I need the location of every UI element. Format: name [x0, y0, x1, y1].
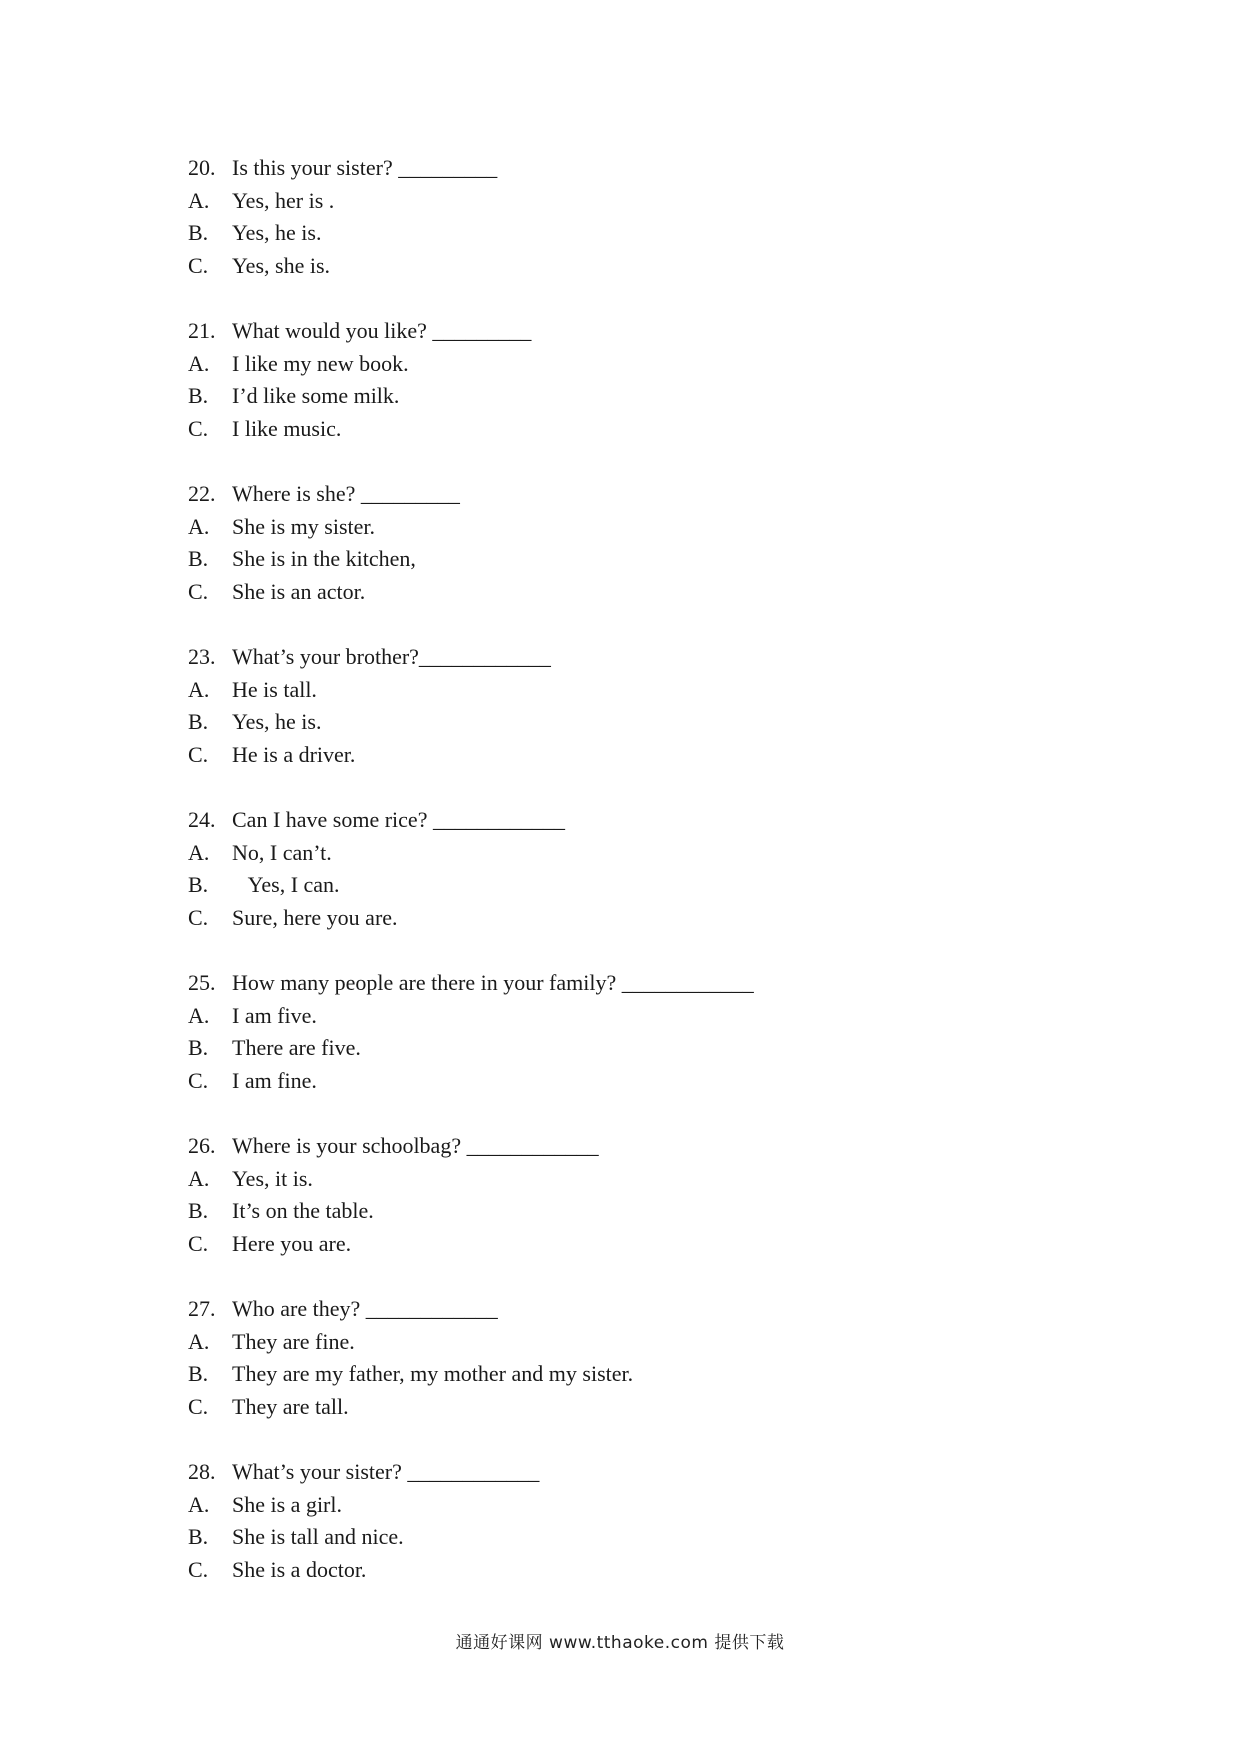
option-text: They are tall. — [232, 1393, 349, 1419]
question-block — [188, 315, 1088, 478]
option-letter: B. — [188, 1524, 209, 1549]
option-letter: A. — [188, 839, 210, 865]
option-letter: A. — [188, 513, 210, 539]
answer-option — [188, 185, 1088, 218]
option-text: I am fine. — [232, 1067, 317, 1093]
answer-option — [188, 1326, 1088, 1359]
question-stem-line — [188, 641, 1088, 674]
question-number: 26. — [188, 1133, 216, 1158]
question-stem-line — [188, 152, 1088, 185]
answer-option — [188, 1228, 1088, 1261]
question-list — [188, 152, 1088, 1619]
question-block — [188, 1456, 1088, 1619]
option-text: Yes, he is. — [232, 709, 322, 734]
option-text: There are five. — [232, 1035, 361, 1060]
question-block — [188, 478, 1088, 641]
option-text: They are fine. — [232, 1328, 355, 1354]
answer-option — [188, 250, 1088, 283]
option-letter: C. — [188, 578, 209, 604]
answer-option — [188, 902, 1088, 935]
question-stem: Where is your schoolbag? ____________ — [232, 1133, 599, 1158]
question-block — [188, 804, 1088, 967]
option-letter: B. — [188, 1361, 209, 1386]
question-number: 24. — [188, 807, 216, 832]
answer-option — [188, 1163, 1088, 1196]
answer-option — [188, 1065, 1088, 1098]
question-stem: What’s your brother?____________ — [232, 644, 551, 669]
option-letter: C. — [188, 1556, 209, 1582]
option-letter: B. — [188, 383, 209, 408]
question-stem-line — [188, 804, 1088, 837]
question-block — [188, 967, 1088, 1130]
answer-option — [188, 1521, 1088, 1554]
answer-option — [188, 869, 1088, 902]
answer-option — [188, 348, 1088, 381]
option-text: They are my father, my mother and my sister. — [232, 1361, 634, 1386]
question-stem: Is this your sister? _________ — [232, 155, 498, 180]
answer-option — [188, 1358, 1088, 1391]
option-text: He is tall. — [232, 676, 317, 702]
question-number: 28. — [188, 1459, 216, 1484]
question-stem: What would you like? _________ — [232, 318, 532, 343]
answer-option — [188, 739, 1088, 772]
option-text: She is in the kitchen, — [232, 546, 416, 571]
option-letter: C. — [188, 1230, 209, 1256]
question-block — [188, 641, 1088, 804]
option-text: Sure, here you are. — [232, 904, 398, 930]
option-letter: C. — [188, 904, 209, 930]
option-letter: A. — [188, 187, 210, 213]
option-letter: C. — [188, 741, 209, 767]
answer-option — [188, 1554, 1088, 1587]
answer-option — [188, 1489, 1088, 1522]
option-text: I like music. — [232, 415, 342, 441]
option-text: Here you are. — [232, 1230, 352, 1256]
option-text: Yes, she is. — [232, 252, 331, 278]
option-letter: A. — [188, 1491, 210, 1517]
question-stem: What’s your sister? ____________ — [232, 1459, 540, 1484]
answer-option — [188, 543, 1088, 576]
answer-option — [188, 511, 1088, 544]
option-letter: A. — [188, 1328, 210, 1354]
option-letter: B. — [188, 709, 209, 734]
question-stem-line — [188, 478, 1088, 511]
answer-option — [188, 674, 1088, 707]
question-block — [188, 152, 1088, 315]
option-letter: C. — [188, 252, 209, 278]
answer-option — [188, 380, 1088, 413]
option-letter: C. — [188, 415, 209, 441]
option-letter: A. — [188, 1002, 210, 1028]
question-number: 25. — [188, 970, 216, 995]
question-number: 20. — [188, 155, 216, 180]
answer-option — [188, 1032, 1088, 1065]
option-letter: B. — [188, 220, 209, 245]
option-text: Yes, I can. — [232, 872, 340, 897]
option-letter: A. — [188, 350, 210, 376]
option-text: She is my sister. — [232, 513, 376, 539]
option-letter: B. — [188, 872, 209, 897]
option-text: It’s on the table. — [232, 1198, 374, 1223]
option-text: She is tall and nice. — [232, 1524, 404, 1549]
answer-option — [188, 413, 1088, 446]
footer-credit: 通通好课网 www.tthaoke.com 提供下载 — [455, 1633, 785, 1653]
option-text: She is a doctor. — [232, 1556, 367, 1582]
option-text: Yes, he is. — [232, 220, 322, 245]
option-letter: B. — [188, 546, 209, 571]
option-text: She is an actor. — [232, 578, 366, 604]
answer-option — [188, 1195, 1088, 1228]
option-letter: C. — [188, 1393, 209, 1419]
answer-option — [188, 217, 1088, 250]
question-stem-line — [188, 967, 1088, 1000]
answer-option — [188, 1000, 1088, 1033]
answer-option — [188, 837, 1088, 870]
question-stem-line — [188, 315, 1088, 348]
option-text: He is a driver. — [232, 741, 356, 767]
option-text: No, I can’t. — [232, 839, 332, 865]
question-block — [188, 1293, 1088, 1456]
answer-option — [188, 706, 1088, 739]
question-number: 23. — [188, 644, 216, 669]
option-letter: A. — [188, 1165, 210, 1191]
option-text: I am five. — [232, 1002, 317, 1028]
option-text: Yes, it is. — [232, 1165, 313, 1191]
option-text: I like my new book. — [232, 350, 409, 376]
answer-option — [188, 576, 1088, 609]
question-stem: Can I have some rice? ____________ — [232, 807, 565, 832]
option-letter: B. — [188, 1035, 209, 1060]
option-letter: A. — [188, 676, 210, 702]
question-stem: How many people are there in your family? ____________ — [232, 970, 754, 995]
option-letter: B. — [188, 1198, 209, 1223]
question-stem-line — [188, 1130, 1088, 1163]
question-stem-line — [188, 1456, 1088, 1489]
option-text: I’d like some milk. — [232, 383, 400, 408]
question-stem-line — [188, 1293, 1088, 1326]
option-text: Yes, her is . — [232, 187, 335, 213]
question-number: 22. — [188, 481, 216, 506]
question-stem: Who are they? ____________ — [232, 1296, 498, 1321]
question-number: 27. — [188, 1296, 216, 1321]
question-block — [188, 1130, 1088, 1293]
answer-option — [188, 1391, 1088, 1424]
question-number: 21. — [188, 318, 216, 343]
option-letter: C. — [188, 1067, 209, 1093]
option-text: She is a girl. — [232, 1491, 342, 1517]
question-stem: Where is she? _________ — [232, 481, 460, 506]
